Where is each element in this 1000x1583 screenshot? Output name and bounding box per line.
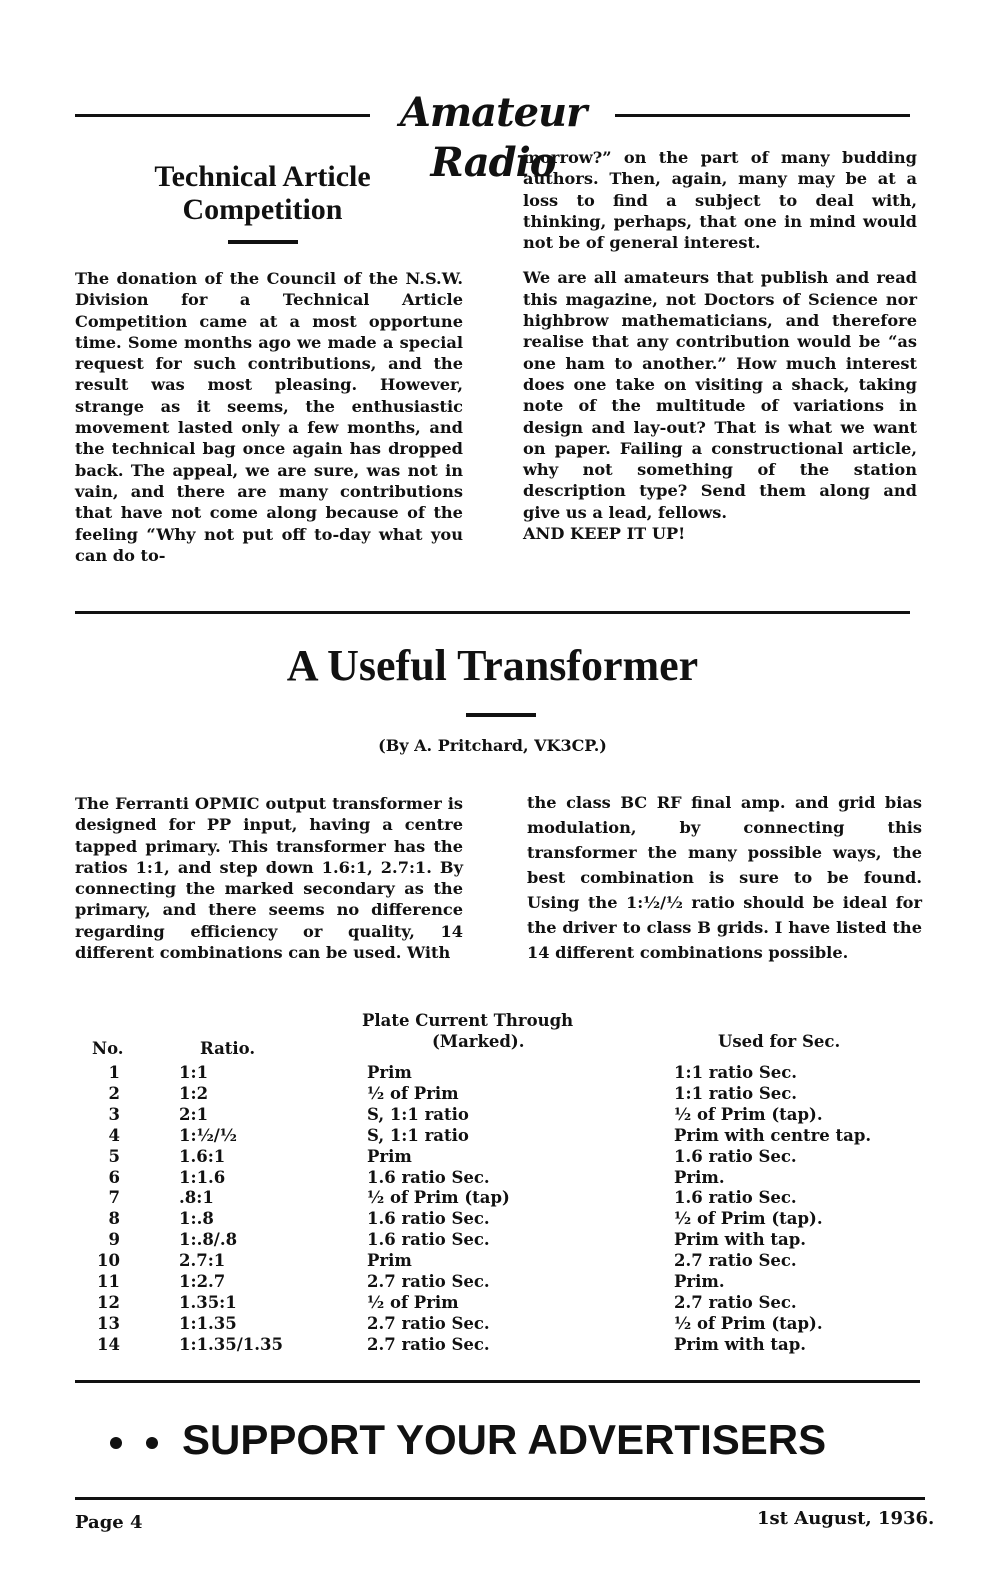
table-row (80, 1187, 940, 1208)
cell-no: 12 (97, 1292, 120, 1312)
cell-ratio: 1.35:1 (179, 1292, 237, 1312)
cell-ratio: 2.7:1 (179, 1251, 226, 1271)
cell-used-for: ½ of Prim (tap). (674, 1209, 823, 1229)
section-divider (75, 611, 910, 614)
table-row (80, 1208, 940, 1229)
table-row (80, 1083, 940, 1104)
cell-used-for: 1:1 ratio Sec. (674, 1063, 798, 1082)
table-row (80, 1229, 940, 1250)
cell-no: 1 (108, 1063, 120, 1082)
article-paragraph: We are all amateurs that publish and read this magazine, not Doctors of Science nor highbrow mathematicians, and therefore realise that any contribution would be “as one ham to another.” How much interest does one take on visiting a shack, taking note of the multitude of variations in design and lay-out? That is what we want on paper. Failing a constructional article, why not something of the station description type? Send them along and give us a lead, fellows. (523, 268, 917, 522)
table-row (80, 1167, 940, 1188)
section-divider (75, 1380, 920, 1383)
article-byline: (By A. Pritchard, VK3CP.) (378, 736, 607, 755)
table-row (80, 1104, 940, 1125)
cell-no: 7 (108, 1188, 120, 1208)
technical-article-column-2 (523, 147, 917, 544)
table-row (80, 1271, 940, 1292)
cell-used-for: ½ of Prim (tap). (674, 1313, 823, 1333)
table-header-plate-line-2: (Marked). (432, 1032, 525, 1051)
cell-used-for: 1.6 ratio Sec. (674, 1146, 797, 1166)
cell-ratio: 1.6:1 (179, 1146, 226, 1166)
cell-plate-current: 2.7 ratio Sec. (367, 1334, 490, 1354)
bullet-icon (110, 1437, 122, 1449)
table-row (80, 1292, 940, 1313)
article-paragraph: morrow?” on the part of many budding authors. Then, again, many may be at a loss to find a subject to deal with, thinking, perhaps, that one in mind would not be of general interest. (523, 148, 917, 253)
cell-plate-current: 1.6 ratio Sec. (367, 1167, 490, 1187)
table-row (80, 1062, 940, 1083)
article-paragraph: the class BC RF final amp. and grid bias modulation, by connecting this transformer the many possible ways, the best combination is sure to be found. Using the 1:½/½ ratio should be ideal for the driver to class B grids. I have listed the 14 different combinations possible. (527, 793, 922, 962)
title-underline (466, 713, 536, 717)
cell-ratio: 2:1 (179, 1104, 209, 1124)
cell-used-for: Prim. (674, 1167, 725, 1187)
cell-ratio: 1:1.35/1.35 (179, 1334, 283, 1354)
masthead-logo: Amateur Radio (399, 89, 587, 186)
cell-used-for: Prim with tap. (674, 1230, 806, 1250)
cell-plate-current: S, 1:1 ratio (367, 1104, 469, 1124)
cell-plate-current: 1.6 ratio Sec. (367, 1230, 490, 1250)
table-header-ratio: Ratio. (200, 1039, 256, 1058)
cell-ratio: 1:1.6 (179, 1167, 226, 1187)
transformer-column-2 (527, 790, 922, 965)
cell-no: 2 (108, 1083, 120, 1103)
heading-underline (228, 240, 298, 244)
article-closing: AND KEEP IT UP! (523, 524, 686, 544)
table-header-plate-line-1: Plate Current Through (362, 1011, 574, 1030)
cell-no: 9 (108, 1230, 120, 1250)
cell-plate-current: 2.7 ratio Sec. (367, 1272, 490, 1291)
cell-plate-current: 1.6 ratio Sec. (367, 1209, 490, 1229)
cell-no: 3 (108, 1104, 120, 1124)
cell-no: 11 (97, 1272, 120, 1291)
technical-article-heading (90, 160, 435, 226)
masthead-rule-left (75, 114, 370, 117)
table-row (80, 1313, 940, 1334)
cell-no: 13 (97, 1313, 120, 1333)
support-banner (110, 1414, 940, 1466)
cell-plate-current: Prim (367, 1063, 412, 1082)
page-number: Page 4 (75, 1512, 143, 1533)
bullet-icon (146, 1437, 158, 1449)
article-paragraph: The Ferranti OPMIC output transformer is designed for PP input, having a centre tapped primary. This transformer has the ratios 1:1, and step down 1.6:1, 2.7:1. By connecting the marked secondary as the primary, and there seems no difference regarding efficiency or quality, 14 different combinations can be used. With (75, 794, 463, 963)
cell-ratio: 1:2.7 (179, 1272, 226, 1291)
technical-article-column-1 (75, 268, 463, 566)
heading-line-2: Competition (182, 193, 343, 226)
cell-plate-current: Prim (367, 1251, 412, 1271)
cell-used-for: 1.6 ratio Sec. (674, 1188, 797, 1208)
cell-used-for: Prim with tap. (674, 1334, 806, 1354)
cell-ratio: 1:1 (179, 1063, 209, 1082)
cell-plate-current: 2.7 ratio Sec. (367, 1313, 490, 1333)
cell-ratio: 1:.8 (179, 1209, 214, 1229)
cell-ratio: 1:1.35 (179, 1313, 237, 1333)
cell-no: 6 (108, 1167, 120, 1187)
cell-ratio: .8:1 (179, 1188, 214, 1208)
cell-used-for: Prim. (674, 1272, 725, 1291)
cell-used-for: 2.7 ratio Sec. (674, 1251, 797, 1271)
cell-plate-current: Prim (367, 1146, 412, 1166)
cell-plate-current: ½ of Prim (tap) (367, 1188, 510, 1208)
cell-ratio: 1:½/½ (179, 1125, 238, 1145)
table-row (80, 1146, 940, 1167)
cell-used-for: 1:1 ratio Sec. (674, 1083, 798, 1103)
cell-no: 5 (108, 1146, 120, 1166)
combinations-table (80, 1010, 940, 1360)
cell-used-for: ½ of Prim (tap). (674, 1104, 823, 1124)
table-header-no: No. (92, 1039, 124, 1058)
cell-plate-current: S, 1:1 ratio (367, 1125, 469, 1145)
cell-plate-current: ½ of Prim (367, 1083, 459, 1103)
cell-no: 10 (97, 1251, 120, 1271)
footer-rule (75, 1497, 925, 1500)
cell-ratio: 1:2 (179, 1083, 209, 1103)
cell-no: 8 (108, 1209, 120, 1229)
article-paragraph: The donation of the Council of the N.S.W. Division for a Technical Article Competition came at a most opportune time. Some months ago we made a special request for such contributions, and the result was most pleasing. However, strange as it seems, the enthusiastic movement lasted only a few months, and the technical bag once again has dropped back. The appeal, we are sure, was not in vain, and there are many contributions that have not come along because of the feeling “Why not put off to-day what you can do to- (75, 269, 463, 565)
table-row (80, 1250, 940, 1271)
cell-used-for: Prim with centre tap. (674, 1125, 872, 1145)
heading-line-1: Technical Article (154, 160, 371, 193)
cell-used-for: 2.7 ratio Sec. (674, 1292, 797, 1312)
transformer-column-1 (75, 793, 463, 963)
table-row (80, 1334, 940, 1355)
cell-ratio: 1:.8/.8 (179, 1230, 238, 1250)
cell-plate-current: ½ of Prim (367, 1292, 459, 1312)
support-banner-text: SUPPORT YOUR ADVERTISERS (182, 1416, 827, 1463)
masthead-rule-right (615, 114, 910, 117)
article-title: A Useful Transformer (286, 641, 699, 690)
cell-no: 4 (108, 1125, 120, 1145)
table-header-used: Used for Sec. (718, 1032, 841, 1051)
cell-no: 14 (97, 1334, 120, 1354)
issue-date: 1st August, 1936. (757, 1508, 935, 1529)
table-row (80, 1125, 940, 1146)
